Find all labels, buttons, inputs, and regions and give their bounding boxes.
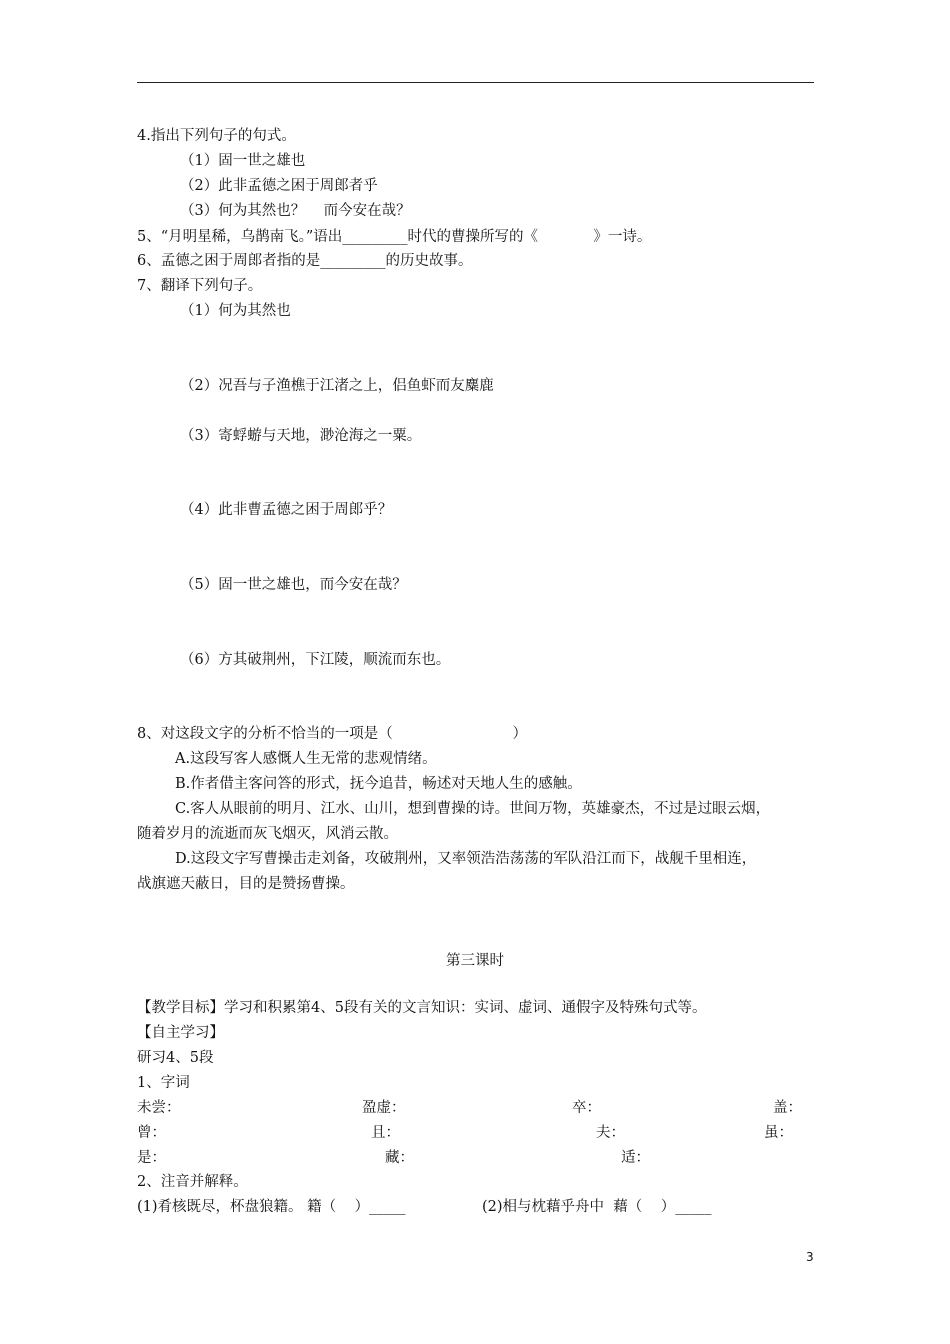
q8-option-d-cont: 战旗遮天蔽日，目的是赞扬曹操。 [137,876,355,892]
vocab-term: 虽： [764,1125,793,1141]
study-range: 研习4、5段 [137,1050,214,1066]
q4-item-1: （1）固一世之雄也 [180,153,306,169]
q4-item-3: （3）何为其然也？ 而今安在哉？ [180,203,411,219]
vocab-term: 卒： [572,1100,601,1116]
q8-option-a: A.这段写客人感慨人生无常的悲观情绪。 [175,751,437,767]
q8-option-b: B.作者借主客问答的形式，抚今追昔，畅述对天地人生的感触。 [175,776,582,792]
vocab-term: 适： [621,1150,650,1166]
q4-stem: 4.指出下列句子的句式。 [137,128,296,144]
lesson-title: 第三课时 [446,953,504,969]
pinyin-item-2: (2)相与枕藉乎舟中 藉（ ）_____ [482,1199,712,1215]
teaching-goal: 【教学目标】学习和积累第4、5段有关的文言知识：实词、虚词、通假字及特殊句式等。 [137,1000,707,1016]
vocab-term: 夫： [596,1125,625,1141]
q8-option-d: D.这段文字写曹操击走刘备，攻破荆州，又率领浩浩荡荡的军队沿江而下，战舰千里相连， [175,851,757,867]
header-rule [137,82,814,83]
q6-text: 6、孟德之困于周郎者指的是_________的历史故事。 [137,253,473,269]
q4-item-2: （2）此非孟德之困于周郎者乎 [180,178,378,194]
q7-item-3: （3）寄蜉蝣与天地，渺沧海之一粟。 [180,428,422,444]
vocab-term: 藏： [385,1150,414,1166]
q7-stem: 7、翻译下列句子。 [137,278,263,294]
vocab-term: 曾： [137,1125,166,1141]
pinyin-heading: 2、注音并解释。 [137,1174,248,1190]
page-number: 3 [806,1250,814,1264]
q7-item-6: （6）方其破荆州，下江陵，顺流而东也。 [180,652,451,668]
q8-option-c: C.客人从眼前的明月、江水、山川，想到曹操的诗。世间万物，英雄豪杰，不过是过眼云烟， [175,801,771,817]
vocab-term: 且： [371,1125,400,1141]
q7-item-1: （1）何为其然也 [180,303,291,319]
q8-option-c-cont: 随着岁月的流逝而灰飞烟灭，风消云散。 [137,826,398,842]
q7-item-5: （5）固一世之雄也，而今安在哉？ [180,577,407,593]
q8-stem: 8、对这段文字的分析不恰当的一项是（ ） [137,726,528,742]
q7-item-2: （2）况吾与子渔樵于江渚之上，侣鱼虾而友麋鹿 [180,378,494,394]
vocab-term: 盈虚： [362,1100,406,1116]
vocab-term: 未尝： [137,1100,181,1116]
q7-item-4: （4）此非曹孟德之困于周郎乎？ [180,502,393,518]
vocab-term: 盖： [773,1100,802,1116]
vocab-term: 是： [137,1150,166,1166]
q5-text: 5、“月明星稀，乌鹊南飞。”语出_________时代的曹操所写的《 》一诗。 [137,229,652,245]
self-study-heading: 【自主学习】 [137,1025,224,1041]
pinyin-item-1: (1)肴核既尽，杯盘狼籍。 籍（ ）_____ [137,1199,406,1215]
vocab-heading: 1、字词 [137,1075,190,1091]
